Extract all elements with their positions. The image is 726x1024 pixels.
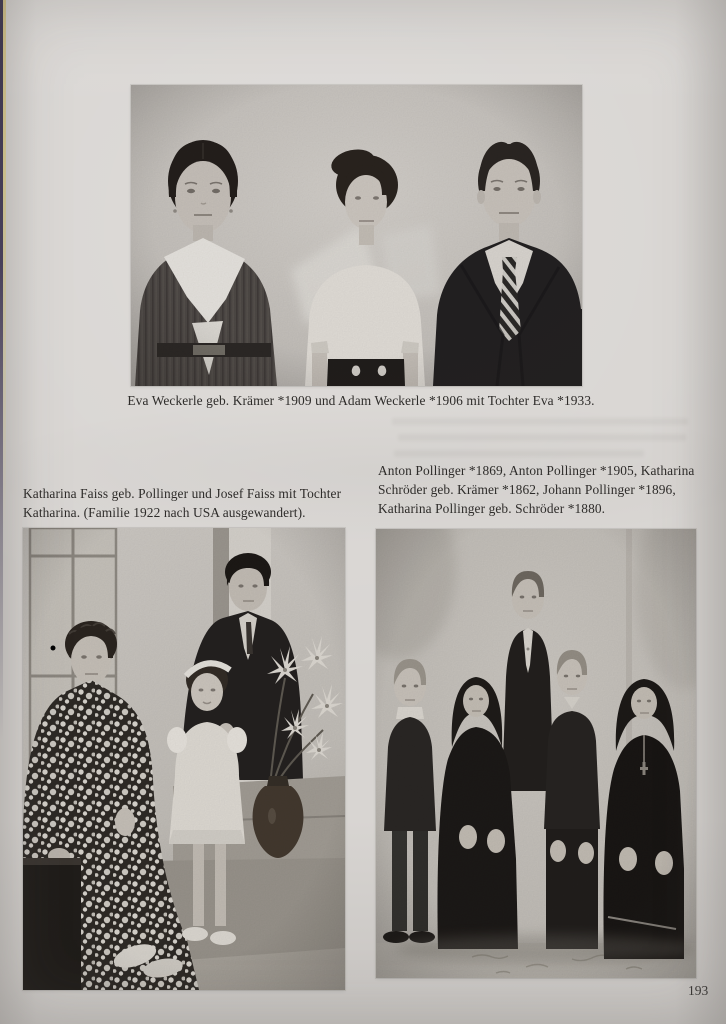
page-number: 193 (688, 983, 709, 998)
photo-bottom-right (376, 529, 696, 978)
bleed-through-text (392, 418, 692, 466)
photo-bottom-right-caption: Anton Pollinger *1869, Anton Pollinger *1905, Katharina Schröder geb. Krämer *1862, Johann Pollinger *1896, Katharina Pollinger geb. Schröder *1880. (378, 463, 695, 516)
photo-top-caption: Eva Weckerle geb. Krämer *1909 und Adam Weckerle *1906 mit Tochter Eva *1933. (127, 393, 595, 408)
photo-top (131, 85, 582, 386)
photo-bottom-left-caption: Katharina Faiss geb. Pollinger und Josef Faiss mit Tochter Katharina. (Familie 1922 nach USA ausgewandert). (23, 486, 342, 520)
photo-bottom-left (23, 528, 345, 990)
book-edge-gold-strip (3, 0, 6, 560)
